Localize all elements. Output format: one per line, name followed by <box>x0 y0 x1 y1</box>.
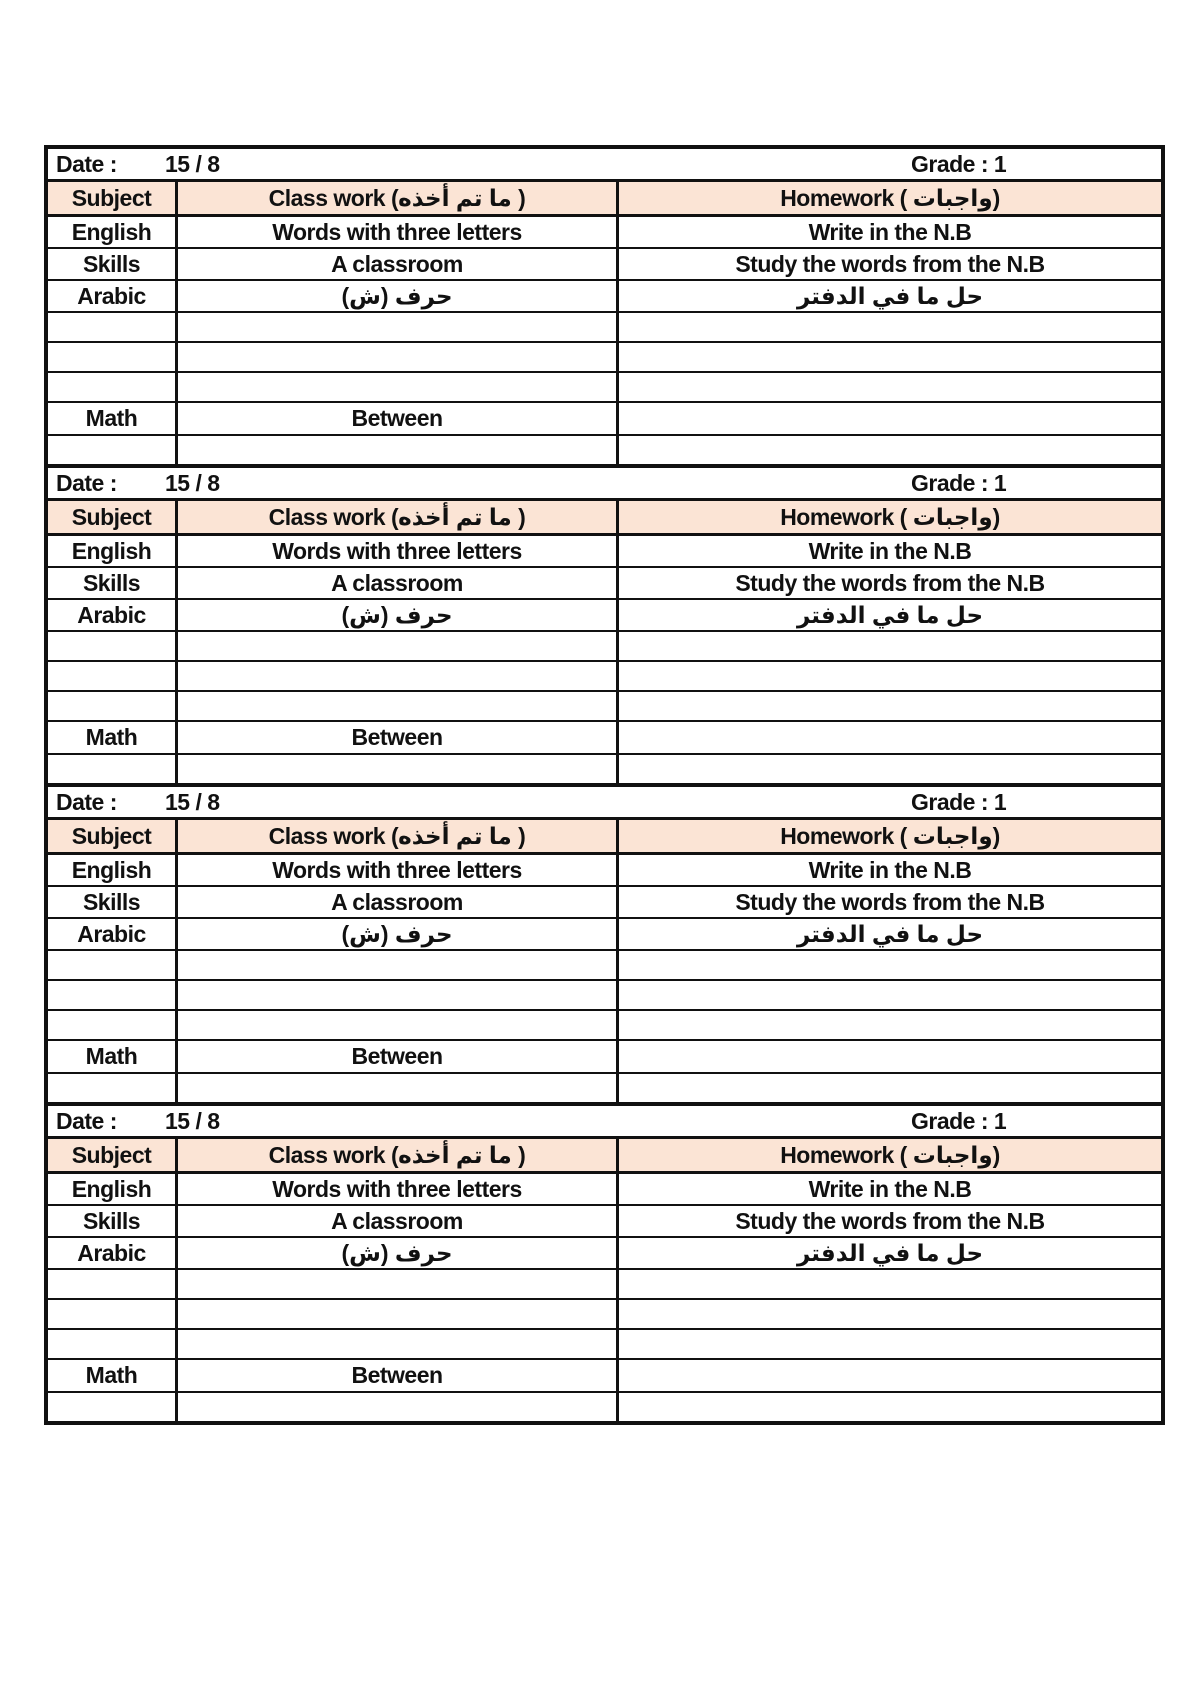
homework-cell <box>619 662 1161 690</box>
subject-cell <box>48 981 178 1009</box>
header-row <box>48 501 1161 536</box>
homework-cell <box>619 1330 1161 1358</box>
classwork-cell <box>178 662 619 690</box>
classwork-cell: A classroom <box>178 887 619 917</box>
header-row <box>48 1139 1161 1174</box>
table-row <box>48 722 1161 755</box>
homework-cell <box>619 343 1161 371</box>
classwork-cell <box>178 1011 619 1039</box>
date-row <box>48 787 1161 820</box>
subject-cell: Skills <box>48 1206 178 1236</box>
homework-cell <box>619 373 1161 401</box>
grade-label: Grade : 1 <box>911 788 1007 815</box>
subject-cell <box>48 1270 178 1298</box>
subject-cell <box>48 343 178 371</box>
date-value: 15 / 8 <box>165 469 220 496</box>
classwork-cell: حرف (ش) <box>178 600 619 630</box>
table-row <box>48 951 1161 981</box>
homework-cell: Study the words from the N.B <box>735 569 1045 596</box>
subject-cell <box>48 755 178 783</box>
day-block <box>48 787 1161 1106</box>
homework-header: Homework ( واجبات) <box>780 184 1000 211</box>
homework-cell: حل ما في الدفتر <box>796 1239 984 1266</box>
table-row <box>48 436 1161 464</box>
classwork-cell: Between <box>178 1041 619 1072</box>
subject-cell <box>48 373 178 401</box>
homework-cell <box>619 755 1161 783</box>
subject-cell: Skills <box>48 887 178 917</box>
table-row <box>48 373 1161 403</box>
subject-cell: Math <box>48 1360 178 1391</box>
table-row <box>48 662 1161 692</box>
homework-cell: حل ما في الدفتر <box>796 601 984 628</box>
table-row <box>48 600 1161 632</box>
classwork-cell <box>178 343 619 371</box>
date-row <box>48 1106 1161 1139</box>
table-row <box>48 313 1161 343</box>
table-row <box>48 343 1161 373</box>
date-label: Date : <box>56 469 117 496</box>
homework-cell <box>619 313 1161 341</box>
homework-cell <box>619 403 1161 434</box>
classwork-cell: Words with three letters <box>178 1174 619 1204</box>
date-value: 15 / 8 <box>165 788 220 815</box>
subject-cell: English <box>48 536 178 566</box>
subject-cell: Arabic <box>48 919 178 949</box>
subject-header: Subject <box>48 501 178 533</box>
classwork-header: Class work (ما تم أخذه ) <box>178 501 619 533</box>
subject-cell: Skills <box>48 568 178 598</box>
classwork-cell: A classroom <box>178 249 619 279</box>
homework-header: Homework ( واجبات) <box>780 822 1000 849</box>
table-row <box>48 755 1161 783</box>
homework-cell <box>619 1360 1161 1391</box>
day-block <box>48 1106 1161 1421</box>
classwork-cell: Words with three letters <box>178 217 619 247</box>
subject-cell: Arabic <box>48 1238 178 1268</box>
table-row <box>48 855 1161 887</box>
homework-cell: حل ما في الدفتر <box>796 282 984 309</box>
classwork-cell <box>178 692 619 720</box>
table-row <box>48 281 1161 313</box>
table-row <box>48 692 1161 722</box>
classwork-cell: حرف (ش) <box>178 1238 619 1268</box>
date-row <box>48 149 1161 182</box>
homework-header: Homework ( واجبات) <box>780 1141 1000 1168</box>
table-row <box>48 1393 1161 1421</box>
homework-cell <box>619 692 1161 720</box>
homework-cell <box>619 1393 1161 1421</box>
homework-sheet <box>44 145 1165 1425</box>
table-row <box>48 1238 1161 1270</box>
grade-label: Grade : 1 <box>911 1107 1007 1134</box>
date-label: Date : <box>56 1107 117 1134</box>
classwork-cell <box>178 951 619 979</box>
table-row <box>48 632 1161 662</box>
date-value: 15 / 8 <box>165 150 220 177</box>
subject-cell <box>48 1300 178 1328</box>
classwork-cell: Between <box>178 1360 619 1391</box>
header-row <box>48 820 1161 855</box>
homework-cell <box>619 1300 1161 1328</box>
subject-cell: English <box>48 217 178 247</box>
homework-cell <box>619 1074 1161 1102</box>
subject-header: Subject <box>48 182 178 214</box>
grade-label: Grade : 1 <box>911 469 1007 496</box>
homework-cell <box>619 632 1161 660</box>
subject-cell <box>48 436 178 464</box>
classwork-cell: حرف (ش) <box>178 919 619 949</box>
date-label: Date : <box>56 788 117 815</box>
homework-cell <box>619 1041 1161 1072</box>
homework-cell: Study the words from the N.B <box>735 250 1045 277</box>
homework-cell <box>619 722 1161 753</box>
homework-cell: Write in the N.B <box>808 1175 972 1202</box>
table-row <box>48 919 1161 951</box>
homework-cell <box>619 1270 1161 1298</box>
classwork-cell: Between <box>178 722 619 753</box>
subject-cell: Arabic <box>48 281 178 311</box>
day-block <box>48 468 1161 787</box>
subject-cell <box>48 632 178 660</box>
homework-cell: Study the words from the N.B <box>735 888 1045 915</box>
homework-cell: Write in the N.B <box>808 537 972 564</box>
homework-cell <box>619 981 1161 1009</box>
classwork-cell: Words with three letters <box>178 855 619 885</box>
classwork-cell: A classroom <box>178 568 619 598</box>
table-row <box>48 887 1161 919</box>
classwork-cell: Words with three letters <box>178 536 619 566</box>
table-row <box>48 1360 1161 1393</box>
table-row <box>48 568 1161 600</box>
classwork-cell <box>178 1270 619 1298</box>
classwork-cell <box>178 981 619 1009</box>
subject-cell <box>48 1011 178 1039</box>
classwork-header: Class work (ما تم أخذه ) <box>178 182 619 214</box>
classwork-header: Class work (ما تم أخذه ) <box>178 820 619 852</box>
date-label: Date : <box>56 150 117 177</box>
homework-cell: Write in the N.B <box>808 856 972 883</box>
subject-cell <box>48 951 178 979</box>
table-row <box>48 1174 1161 1206</box>
date-row <box>48 468 1161 501</box>
classwork-cell <box>178 755 619 783</box>
homework-cell <box>619 436 1161 464</box>
subject-cell: Arabic <box>48 600 178 630</box>
subject-header: Subject <box>48 820 178 852</box>
table-row <box>48 217 1161 249</box>
classwork-cell <box>178 1300 619 1328</box>
table-row <box>48 1300 1161 1330</box>
table-row <box>48 1206 1161 1238</box>
date-value: 15 / 8 <box>165 1107 220 1134</box>
classwork-cell <box>178 1074 619 1102</box>
subject-cell <box>48 662 178 690</box>
subject-cell: Math <box>48 1041 178 1072</box>
subject-cell <box>48 313 178 341</box>
classwork-cell <box>178 313 619 341</box>
homework-cell <box>619 1011 1161 1039</box>
subject-cell <box>48 1393 178 1421</box>
day-block <box>48 149 1161 468</box>
table-row <box>48 1011 1161 1041</box>
table-row <box>48 1074 1161 1102</box>
classwork-header: Class work (ما تم أخذه ) <box>178 1139 619 1171</box>
subject-cell: English <box>48 1174 178 1204</box>
subject-cell: Math <box>48 722 178 753</box>
table-row <box>48 403 1161 436</box>
table-row <box>48 249 1161 281</box>
classwork-cell <box>178 632 619 660</box>
subject-cell <box>48 692 178 720</box>
homework-cell: Study the words from the N.B <box>735 1207 1045 1234</box>
table-row <box>48 1041 1161 1074</box>
classwork-cell: حرف (ش) <box>178 281 619 311</box>
table-row <box>48 1270 1161 1300</box>
subject-header: Subject <box>48 1139 178 1171</box>
grade-label: Grade : 1 <box>911 150 1007 177</box>
subject-cell: Math <box>48 403 178 434</box>
homework-header: Homework ( واجبات) <box>780 503 1000 530</box>
classwork-cell: Between <box>178 403 619 434</box>
header-row <box>48 182 1161 217</box>
homework-cell: حل ما في الدفتر <box>796 920 984 947</box>
table-row <box>48 981 1161 1011</box>
subject-cell <box>48 1330 178 1358</box>
classwork-cell <box>178 1393 619 1421</box>
subject-cell: Skills <box>48 249 178 279</box>
classwork-cell: A classroom <box>178 1206 619 1236</box>
table-row <box>48 1330 1161 1360</box>
table-row <box>48 536 1161 568</box>
subject-cell: English <box>48 855 178 885</box>
classwork-cell <box>178 1330 619 1358</box>
homework-cell: Write in the N.B <box>808 218 972 245</box>
subject-cell <box>48 1074 178 1102</box>
homework-cell <box>619 951 1161 979</box>
classwork-cell <box>178 373 619 401</box>
classwork-cell <box>178 436 619 464</box>
